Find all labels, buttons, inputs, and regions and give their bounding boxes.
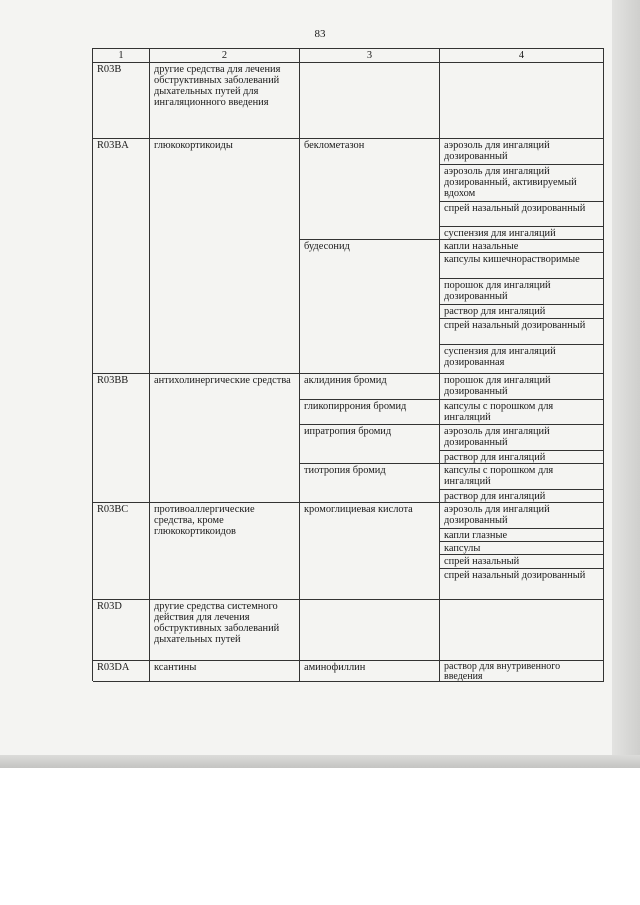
scan-edge-bottom <box>0 755 640 768</box>
form-cell: аэрозоль для ингаляций дозированный <box>440 503 604 529</box>
group-cell: ксантины <box>150 661 300 682</box>
form-cell: аэрозоль для ингаляций дозированный, активируемый вдохом <box>440 165 604 202</box>
drug-cell: гликопиррония бромид <box>300 400 440 425</box>
drug-cell: тиотропия бромид <box>300 464 440 503</box>
form-cell <box>440 600 604 661</box>
form-cell: раствор для внутривенного введения <box>440 661 604 682</box>
drug-cell: кромоглициевая кислота <box>300 503 440 600</box>
form-cell: порошок для ингаляций дозированный <box>440 374 604 400</box>
form-cell: аэрозоль для ингаляций дозированный <box>440 425 604 451</box>
code-cell: R03BC <box>93 503 150 600</box>
form-cell: раствор для ингаляций <box>440 451 604 464</box>
group-cell: другие средства системного действия для лечения обструктивных заболеваний дыхательных путей <box>150 600 300 661</box>
scan-edge-right <box>612 0 640 768</box>
group-cell: глюкокортикоиды <box>150 139 300 374</box>
code-cell: R03DA <box>93 661 150 682</box>
form-cell: спрей назальный дозированный <box>440 569 604 600</box>
form-cell: спрей назальный дозированный <box>440 202 604 227</box>
form-cell: раствор для ингаляций <box>440 490 604 503</box>
code-cell: R03B <box>93 63 150 139</box>
form-cell <box>440 63 604 139</box>
page-number: 83 <box>314 28 326 40</box>
form-cell: капли глазные <box>440 529 604 542</box>
form-cell: капсулы с порошком для ингаляций <box>440 464 604 490</box>
drug-cell <box>300 63 440 139</box>
header-col-3: 3 <box>300 49 440 63</box>
header-col-4: 4 <box>440 49 604 63</box>
form-cell: капли назальные <box>440 240 604 253</box>
code-cell: R03BA <box>93 139 150 374</box>
drug-cell: аклидиния бромид <box>300 374 440 400</box>
drug-cell: беклометазон <box>300 139 440 240</box>
medicines-table <box>92 48 604 681</box>
group-cell: противоаллергические средства, кроме глюкокортикоидов <box>150 503 300 600</box>
drug-cell <box>300 600 440 661</box>
form-cell: спрей назальный дозированный <box>440 319 604 345</box>
drug-cell: будесонид <box>300 240 440 374</box>
form-cell: раствор для ингаляций <box>440 305 604 319</box>
form-cell: капсулы <box>440 542 604 555</box>
form-cell: капсулы с порошком для ингаляций <box>440 400 604 425</box>
form-cell: аэрозоль для ингаляций дозированный <box>440 139 604 165</box>
form-cell: порошок для ингаляций дозированный <box>440 279 604 305</box>
form-cell: суспензия для ингаляций <box>440 227 604 240</box>
group-cell: другие средства для лечения обструктивных заболеваний дыхательных путей для ингаляционного введения <box>150 63 300 139</box>
header-col-1: 1 <box>93 49 150 63</box>
drug-cell: аминофиллин <box>300 661 440 682</box>
form-cell: спрей назальный <box>440 555 604 569</box>
form-cell: суспензия для ингаляций дозированная <box>440 345 604 374</box>
header-col-2: 2 <box>150 49 300 63</box>
code-cell: R03D <box>93 600 150 661</box>
group-cell: антихолинергические средства <box>150 374 300 503</box>
drug-cell: ипратропия бромид <box>300 425 440 464</box>
form-cell: капсулы кишечнорастворимые <box>440 253 604 279</box>
code-cell: R03BB <box>93 374 150 503</box>
